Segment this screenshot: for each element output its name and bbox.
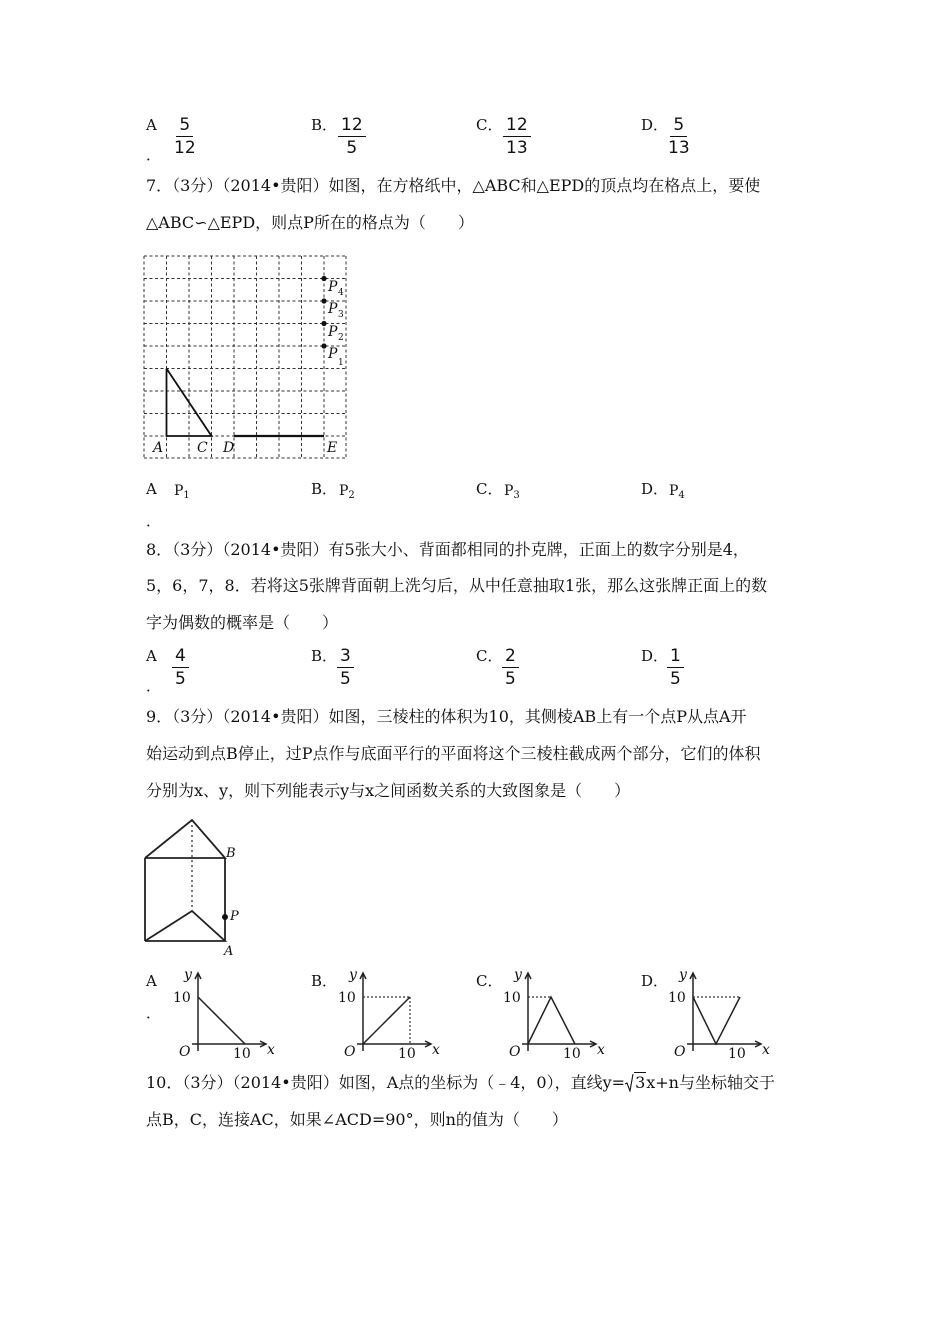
- label-e: E: [327, 440, 338, 456]
- x-tick-10: 10: [728, 1046, 746, 1060]
- q7-grid-figure: [143, 255, 348, 460]
- q9-stem-line2: 始运动到点B停止，过P点作与底面平行的平面将这个三棱柱截成两个部分，它们的体积: [146, 744, 761, 763]
- q8-stem-line1: 8．（3分）（2014•贵阳）有5张大小、背面都相同的扑克牌，正面上的数字分别是4，: [146, 540, 749, 559]
- origin: O: [674, 1044, 686, 1060]
- q8-option-a-dot: ．: [146, 677, 162, 695]
- q8-stem-line3: 字为偶数的概率是（ ）: [146, 613, 339, 632]
- q8-option-c-label[interactable]: C．: [476, 647, 503, 665]
- x-tick-10: 10: [233, 1046, 251, 1060]
- label-p4-sub: 4: [338, 288, 344, 298]
- numerator: 5: [176, 117, 193, 137]
- y-tick-10: 10: [503, 990, 521, 1006]
- denominator: 5: [670, 669, 681, 689]
- q6-option-d-label[interactable]: D．: [641, 116, 669, 134]
- q10-stem-line1: [146, 1075, 775, 1091]
- label-p2: P: [328, 324, 338, 340]
- label-p: P: [230, 909, 239, 924]
- q6-option-b-label[interactable]: B．: [311, 116, 338, 134]
- denominator: 5: [175, 669, 186, 689]
- q10-line1-part-b: x+n与坐标轴交于: [646, 1073, 775, 1092]
- numerator: 5: [670, 117, 687, 137]
- label-a: A: [153, 440, 164, 456]
- q8-option-d-fraction: [667, 648, 684, 688]
- x-tick-10: 10: [563, 1046, 581, 1060]
- denominator: 13: [506, 138, 528, 158]
- denominator: 5: [505, 669, 516, 689]
- numerator: 12: [503, 117, 531, 137]
- axis-y: y: [184, 967, 192, 983]
- q9-option-c-label[interactable]: C．: [476, 972, 503, 990]
- q6-option-c-label[interactable]: C．: [476, 116, 503, 134]
- axis-x: x: [267, 1042, 275, 1058]
- label-p1: P: [328, 346, 338, 362]
- q6-option-b-fraction: [338, 117, 366, 157]
- y-tick-10: 10: [173, 990, 191, 1006]
- sqrt-symbol: [625, 1075, 646, 1091]
- q7-option-b-text: $P_2$: [339, 483, 355, 501]
- y-tick-10: 10: [338, 990, 356, 1006]
- q7-stem-line2: △ABC∽△EPD，则点P所在的格点为（ ）: [146, 213, 474, 232]
- q7-option-c-label[interactable]: C．: [476, 480, 503, 498]
- label-p3: P: [328, 301, 338, 317]
- q9-graph-c: [500, 965, 605, 1060]
- origin: O: [509, 1044, 521, 1060]
- axis-y: y: [514, 967, 522, 983]
- point-p1: [321, 343, 326, 348]
- point-p3: [321, 298, 326, 303]
- denominator: 12: [174, 138, 196, 158]
- q9-stem-line1: 9．（3分）（2014•贵阳）如图，三棱柱的体积为10，其侧棱AB上有一个点P从点A开: [146, 707, 747, 726]
- q8-stem-line2: 5，6，7，8．若将这5张牌背面朝上洗匀后，从中任意抽取1张，那么这张牌正面上的数: [146, 576, 768, 595]
- q10-stem-line2: 点B，C，连接AC，如果∠ACD=90°，则n的值为（ ）: [146, 1110, 568, 1129]
- q8-option-b-label[interactable]: B．: [311, 647, 338, 665]
- axis-x: x: [432, 1042, 440, 1058]
- numerator: 4: [172, 648, 189, 668]
- label-p1-sub: 1: [338, 358, 344, 368]
- axis-x: x: [597, 1042, 605, 1058]
- q7-option-c-text: $P_3$: [504, 483, 520, 501]
- q8-option-b-fraction: [337, 648, 354, 688]
- q8-option-a-fraction: [172, 648, 189, 688]
- denominator: 5: [346, 138, 358, 158]
- q9-option-b-label[interactable]: B．: [311, 972, 338, 990]
- label-d: D: [223, 440, 235, 456]
- origin: O: [344, 1044, 356, 1060]
- q7-option-b-label[interactable]: B．: [311, 480, 338, 498]
- numerator: 1: [667, 648, 684, 668]
- origin: O: [179, 1044, 191, 1060]
- axis-y: y: [349, 967, 357, 983]
- denominator: 5: [340, 669, 351, 689]
- q7-option-a-label[interactable]: A: [146, 480, 157, 498]
- denominator: 13: [668, 138, 690, 158]
- q9-stem-line3: 分别为x、y，则下列能表示y与x之间函数关系的大致图象是（ ）: [146, 781, 631, 800]
- q7-option-a-dot: ．: [146, 512, 162, 530]
- x-tick-10: 10: [398, 1046, 416, 1060]
- label-p2-sub: 2: [338, 333, 344, 343]
- q10-line1-part-a: 10．（3分）（2014•贵阳）如图，A点的坐标为（﹣4，0），直线y=: [146, 1073, 626, 1092]
- q8-option-d-label[interactable]: D．: [641, 647, 669, 665]
- q9-graph-a: [170, 965, 275, 1060]
- numerator: 3: [337, 648, 354, 668]
- q9-option-a-dot: ．: [146, 1004, 162, 1022]
- q6-option-d-fraction: [668, 117, 690, 157]
- q6-option-a-dot: ．: [146, 146, 162, 164]
- q9-option-d-label[interactable]: D．: [641, 972, 669, 990]
- y-tick-10: 10: [668, 990, 686, 1006]
- q6-option-a-fraction: [174, 117, 196, 157]
- q9-graph-d: [665, 965, 770, 1060]
- q6-option-a-label[interactable]: A: [146, 116, 157, 134]
- q7-stem-line1: 7．（3分）（2014•贵阳）如图，在方格纸中，△ABC和△EPD的顶点均在格点上，要使: [146, 176, 761, 195]
- q7-option-d-text: $P_4$: [669, 483, 685, 501]
- q8-option-a-label[interactable]: A: [146, 647, 157, 665]
- point-p2: [321, 321, 326, 326]
- q7-option-d-label[interactable]: D．: [641, 480, 669, 498]
- q9-prism-figure: [140, 814, 250, 964]
- point-p4: [321, 276, 326, 281]
- label-a: A: [224, 944, 234, 959]
- q9-graph-b: [335, 965, 440, 1060]
- q8-option-c-fraction: [502, 648, 519, 688]
- axis-y: y: [679, 967, 687, 983]
- label-b: B: [226, 846, 236, 861]
- q6-option-c-fraction: [503, 117, 531, 157]
- q9-option-a-label[interactable]: A: [146, 972, 157, 990]
- numerator: 12: [338, 117, 366, 137]
- q7-option-a-text: $P_1$: [174, 483, 190, 501]
- numerator: 2: [502, 648, 519, 668]
- point-p: [222, 914, 228, 920]
- label-p4: P: [328, 279, 338, 295]
- sqrt-argument: 3: [635, 1073, 646, 1092]
- axis-x: x: [762, 1042, 770, 1058]
- label-p3-sub: 3: [338, 310, 344, 320]
- label-c: C: [197, 440, 208, 456]
